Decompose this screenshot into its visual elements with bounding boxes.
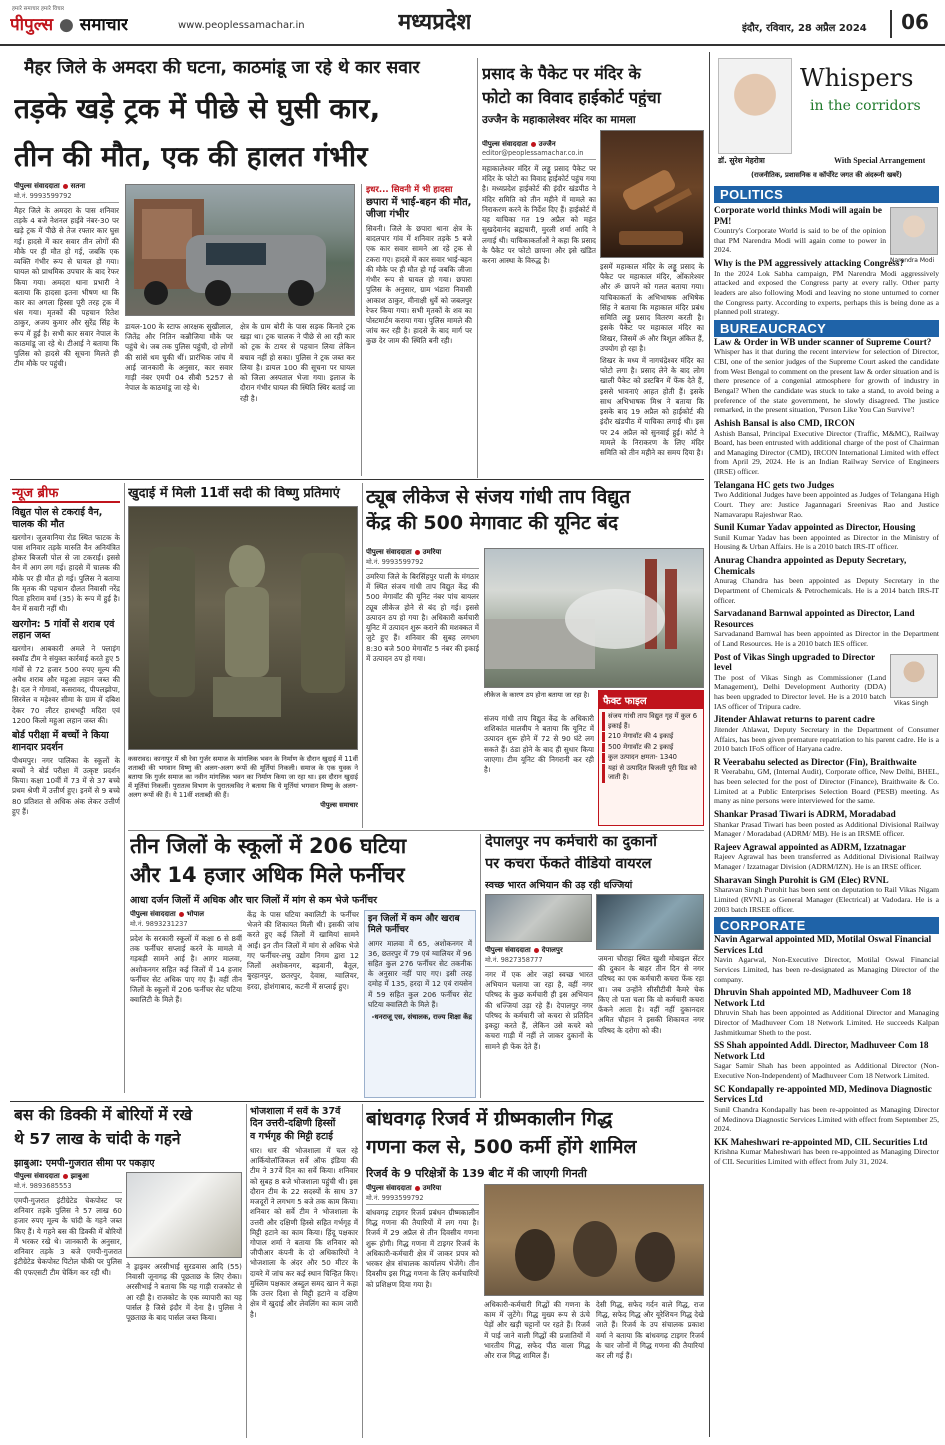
lead-kicker: मैहर जिले के अमदरा की घटना, काठमांडू जा रहे थे कार सवार	[24, 58, 420, 78]
corporate-item: Dhruvin Shah appointed MD, Madhuveer Com 18 Network Ltd Dhruvin Shah has been appointed as Additional Director and Managing Director of Madhuveer Com 18 Network Limited. He succeeds Kalpan Jashmitkumar Sheth to the post.	[714, 987, 939, 1037]
brief-body-3: पीथमपुर। नगर पालिका के स्कूलों के बच्चों ने बोर्ड परीक्षा में उत्कृष्ट प्रदर्शन किया। कक्षा 10वीं में 73 में से 37 बच्चे प्रथम श्रेणी में उत्तीर्ण हुए। इनमें से 9 बच्चे 80 प्रतिशत से अधिक अंक लेकर उत्तीर्ण हुए हैं।	[12, 755, 120, 816]
silver-body-2: ने ड्राइवर अरसीभाई सुरडवास आदि (55) निवासी जूनागढ़ की पूछताछ के लिए रोका। अरसीभाई ने बताया कि यह गाड़ी राजकोट से आ रही है। राजकोट के एक व्यापारी का यह पार्सल है जिसे इंदौर में देना है। पुलिस ने पूछताछ के बाद पार्सल जब्त किया।	[126, 1262, 242, 1323]
fact-item: यहां से उत्पादित बिजली पूरी ग्रिड को जाती है।	[602, 764, 700, 783]
bhoj-headline-3: व गर्भगृह की मिट्टी हटाई	[250, 1130, 333, 1142]
vishnu-caption: कसरावद। कानापुर में श्री रेवा गुर्जर समाज के मांगलिक भवन के निर्माण के दौरान खुदाई में 11वीं शताब्दी की भगवान विष्णु की अलग-अलग रूपों की मूर्तियां निकली। समाज के एक युवक ने बताया कि गुर्जर समाज का नवीन मांगलिक भवन का निर्माण किया जा रहा था। इस दौरान खुदाई में मूर्तियां निकलीं। पुरातत्व विभाग के पुरातत्वविद ने बताया कि ये मूर्तियां भगवान विष्णु के अलग-अलग रूपों की हैं। ये 11वीं शताब्दी की हैं। पीपुल्स समाचार	[128, 755, 358, 810]
vulture-body-2: अधिकारी-कर्मचारी गिद्धों की गणना के काम में जुटेंगे। गिद्ध मुख्य रूप से ऊंचे पेड़ों और खड़ी चट्टानों पर रहते हैं। रिजर्व में पाई जाने वाली गिद्धों की प्रजातियों में भारतीय गिद्ध, सफेद पीठ वाला गिद्ध और राज गिद्ध शामिल हैं।	[484, 1300, 590, 1361]
schools-box-sign: -धनराजू एस, संचालक, राज्य शिक्षा केंद्र	[371, 1013, 472, 1022]
bureaucracy-item: Sharavan Singh Purohit is GM (Elec) RVNL Sharavan Singh Purohit has been sent on deputation to Rail Vikas Nigam Limited (RVNL) as General Manager (Electrical) at Vadodara. He is a 2003 batch IRSEE officer.	[714, 874, 939, 914]
fact-file	[598, 690, 704, 826]
schools-headline-1: तीन जिलों के स्कूलों में 206 घटिया	[130, 834, 407, 858]
whispers-tagline: (राजनीतिक, प्रशासनिक व कॉर्पोरेट जगत की अंदरूनी खबरें)	[750, 171, 903, 179]
schools-mobile: मो.नं. 9893231237	[130, 919, 242, 931]
brief-label: न्यूज ब्रीफ	[12, 483, 120, 503]
vulture-col-2	[484, 1300, 590, 1438]
bureaucracy-item: Sunil Kumar Yadav appointed as Director, Housing Sunil Kumar Yadav has been appointed as Director in the Ministry of Housing & Urban Affairs. He is a 2010 batch IRS-IT officer.	[714, 522, 939, 552]
garbage-headline-1: देपालपुर नप कर्मचारी का दुकानों	[485, 834, 657, 850]
logo-right: समाचार	[79, 15, 128, 35]
schools-box	[364, 910, 476, 1098]
tube-col-2	[484, 714, 594, 826]
whispers-header	[714, 52, 939, 184]
bureaucracy-item: Post of Vikas Singh upgraded to Director level The post of Vikas Singh as Commissioner (Land Management), Delhi Development Authority (DDA) has been upgraded to Director level. He is a 2010 batch IAS officer of Tripura cadre.	[714, 651, 886, 711]
lead-col-1: पीपुल्स संवाददाता सतना मो.नं. 9993599792 मैहर जिले के अमदरा के पास शनिवार तड़के 4 बजे नेशनल हाईवे नंबर-30 पर खड़े ट्रक में पीछे से तेज रफ्तार कार घुस गई। हादसे में कार सवार तीन लोगों की मौके पर ही मौत हो गई, जबकि एक व्यक्ति गंभीर रूप से घायल हो गया। घायल को प्राथमिक उपचार के बाद रेफर किया गया। अमदरा थाना प्रभारी ने बताया कि हादसा इतना भीषण था कि कार का अगला हिस्सा पूरी तरह ट्रक में धंस गया। मृतकों की पहचान रितेश ठाकुर, अजय कुमार और सुरेंद्र सिंह के रूप में हुई है। सभी कार सवार नेपाल के काठमांडू जा रहे थे। टीआई ने बताया कि पुलिस को हादसे की सूचना मिलते ही टीम मौके पर पहुंची।	[14, 182, 119, 369]
bhoj-headline-2: दिन उत्तरी-दक्षिणी हिस्सों	[250, 1118, 336, 1130]
arrangement: With Special Arrangement	[834, 156, 926, 165]
whispers-content	[714, 186, 939, 1436]
lead-body-2: डायल-100 के स्टाफ आरक्षक सुखीलाल, जितेंद्र और नितिन कन्नौजिया मौके पर पहुंचे थे। जब तक पुलिस पहुंची, दो लोगों की सांसें थम चुकी थीं। प्रारंभिक जांच में आई जानकारी के अनुसार, कार सवार गाड़ी नंबर एमपी 04 सीबी 5257 से नेपाल के काठमांडू जा रहे थे।	[125, 322, 233, 393]
vulture-illustration	[485, 1185, 705, 1297]
temple-headline-1: प्रसाद के पैकेट पर मंदिर के	[482, 64, 641, 83]
fact-item: 210 मेगावॉट की 4 इकाई	[602, 732, 700, 742]
lead-mobile: मो.नं. 9993599792	[14, 191, 119, 203]
silver-photo	[126, 1172, 242, 1258]
bureaucracy-item: Law & Order in WB under scanner of Supreme Court? Whisper has it that during the recent interview for selection of Director, CBI, one of the senior judges of the Supreme Court asked the candidate from West Bengal to comment on the present law & order situation and is there presence of a congenial atmosphere for growth of industry in Bengal? When the candidate was stuck to take a stand, to avoid being a preference of the state government, he slowly disagreed. The justice remarked, in the present situation, 'Person Like You Can Survive'!	[714, 336, 939, 415]
fact-file-title: फैक्ट फाइल	[599, 691, 703, 709]
vulture-headline-2: गणना कल से, 500 कर्मी होंगे शामिल	[366, 1136, 637, 1158]
garbage-photo	[485, 894, 592, 942]
page-number: 06	[890, 10, 938, 38]
temple-col-1	[482, 164, 596, 476]
gavel-illustration	[601, 131, 705, 259]
corporate-item: SC Kondapally re-appointed MD, Medinova Diagnostic Services Ltd Sunil Chandra Kondapally has been re-appointed as Managing Director of Medinova Diagnostic Services Limited with effect from September 25, 2024.	[714, 1083, 939, 1134]
lead-body-1: मैहर जिले के अमदरा के पास शनिवार तड़के 4 बजे नेशनल हाईवे नंबर-30 पर खड़े ट्रक में पीछे से तेज रफ्तार कार घुस गई। हादसे में कार सवार तीन लोगों की मौके पर ही मौत हो गई, जबकि एक व्यक्ति गंभीर रूप से घायल हो गया। घायल को प्राथमिक उपचार के बाद रेफर किया गया। अमदरा थाना प्रभारी ने बताया कि हादसा इतना भीषण था कि कार का अगला हिस्सा पूरी तरह ट्रक में धंस गया। मृतकों की पहचान रितेश ठाकुर, अजय कुमार और सुरेंद्र सिंह के रूप में हुई है। सभी कार सवार नेपाल के काठमांडू जा रहे थे। टीआई ने बताया कि पुलिस को हादसे की सूचना मिलते ही टीम मौके पर पहुंची।	[14, 206, 119, 369]
bureaucracy-item: Jitender Ahlawat returns to parent cadre Jitender Ahlawat, Deputy Secretary in the Department of Consumer Affairs, has been given premature repatriation to his parent cadre. He is a 2010 batch IFoS officer of Haryana cadre.	[714, 714, 939, 754]
temple-byline-block: पीपुल्स संवाददाता उज्जैन editor@peoplessamachar.co.in	[482, 140, 596, 163]
bureaucracy-item: Telangana HC gets two Judges Two Additional Judges have been appointed as Judges of Telangana High Court. They are: Justice Jagannagari Sreenivas Rao and Justice Namavarapu Rajeshwar Rao.	[714, 479, 939, 519]
vulture-col-1: पीपुल्स संवाददाता उमरिया मो.नं. 9993599792 बांधवगढ़ टाइगर रिजर्व प्रबंधन ग्रीष्मकालीन गिद्ध गणना की तैयारियों में लग गया है। रिजर्व में 29 अप्रैल से तीन दिवसीय गणना शुरू होगी। गिद्ध गणना में टाइगर रिजर्व के अधिकारी-कर्मचारी क्षेत्र में जाकर प्रपत्र को भरकर क्षेत्र संचालक कार्यालय भेजेंगे। तीन दिवसीय इस गिद्ध गणना के लिए कर्मचारियों को प्रशिक्षण दिया गया है।	[366, 1184, 479, 1289]
vulture-sub: रिजर्व के 9 परिक्षेत्रों के 139 बीट में की जाएगी गिनती	[366, 1167, 587, 1180]
masthead	[0, 0, 945, 46]
silver-col-1: पीपुल्स संवाददाता झाबुआ मो.नं. 9893685553 एमपी-गुजरात इंटीग्रेटेड चेकपोस्ट पर शनिवार तड़के पुलिस ने 57 लाख 60 हजार रुपए मूल्य के चांदी के गहने जब्त किए हैं। ये गहने बस की डिक्की में बोरियों में भरकर रखे थे। जानकारी के अनुसार, शनिवार तड़के 3 बजे एमपी-गुजरात इंटीग्रेटेड चेकपोस्ट पिटोल चौकी पर पुलिस की एफएसटी टीम चेकिंग कर रही थी।	[14, 1172, 122, 1277]
side-kicker: इधर... सिवनी में भी हादसा	[366, 185, 453, 195]
silver-headline-2: थे 57 लाख के चांदी के गहने	[14, 1130, 181, 1148]
politics-item: Corporate world thinks Modi will again be PM! Country's Corporate World is said to be of the opinion that PM Narendra Modi will again come to power in 2024.	[714, 205, 886, 255]
corporate-item: Navin Agarwal appointed MD, Motilal Oswal Financial Services Ltd Navin Agarwal, Non-Executive Director, Motilal Oswal Financial Services Limited, has been re-designated as Managing Director of the company.	[714, 934, 939, 984]
vulture-headline-1: बांधवगढ़ रिजर्व में ग्रीष्मकालीन गिद्ध	[366, 1108, 613, 1130]
temple-email[interactable]: editor@peoplessamachar.co.in	[482, 149, 596, 160]
garbage-col-1: पीपुल्स संवाददाता देपालपुर मो.नं. 9827358777 नगर में एक ओर जहां स्वच्छ भारत अभियान चलाया जा रहा है, वहीं नगर परिषद के कुछ कर्मचारी ही इस अभियान की धज्जियां उड़ा रहे हैं। देपालपुर नगर परिषद के कर्मचारी जो कचरा से प्रतिदिन इकट्ठा करते हैं, लेकिन उसे कचरे को कचरा गाड़ी में नहीं ले जाकर दुकानों के सामने ही फेंक देते हैं।	[485, 946, 593, 1051]
vishnu-tag: पीपुल्स समाचार	[320, 801, 358, 810]
lead-col-2	[125, 322, 233, 478]
column-name-2: in the corridors	[810, 98, 921, 114]
tube-body: उमरिया जिले के बिरसिंहपुर पाली के मंगठार में स्थित संजय गांधी ताप विद्युत केंद्र की 500 मेगावॉट की यूनिट नंबर पांच बायलर ट्यूब लीकेज होने से बंद हो गई। इससे उत्पादन ठप हो गया है। अधिकारी कर्मचारी यूनिट में उत्पादन शुरू कराने की मशक्कत में जुटे हुए हैं। शनिवार की सुबह लगभग 8:30 बजे 500 मेगावॉट 5 नंबर की इकाई में उत्पादन ठप हो गया।	[366, 572, 479, 663]
vulture-col-3	[596, 1300, 704, 1438]
vulture-body-3: देसी गिद्ध, सफेद गर्दन वाले गिद्ध, राज गिद्ध, सफेद गिद्ध और यूरेशियन गिद्ध देखे जाते हैं। रिजर्व के उप संचालक प्रकाश वर्मा ने बताया कि बांधवगढ़ टाइगर रिजर्व के चार जोनों में गिद्ध गणना की तैयारियां कर ली गई हैं।	[596, 1300, 704, 1361]
schools-box-headline: इन जिलों में कम और खराब मिले फर्नीचर	[368, 914, 460, 935]
bureaucracy-item: Rajeev Agrawal appointed as ADRM, Izzatnagar Rajeev Agrawal has been transferred as Additional Divisional Railway Manager / Izzatnagar Division (ADRM/IZN). He is an IRSE officer.	[714, 841, 939, 872]
brief-headline-2: खरगोन: 5 गांवों से शराब एवं लहान जब्त	[12, 618, 115, 642]
schools-col-1: पीपुल्स संवाददाता भोपाल मो.नं. 9893231237 प्रदेश के सरकारी स्कूलों में कक्षा 6 से 8वीं तक फर्नीचर सप्लाई करने के मामले में गड़बड़ी सामने आई है। आगर मालवा, अशोकनगर सहित कई जिलों में 14 हजार फर्नीचर सेट अधिक पाए गए हैं। वहीं तीन जिलों के स्कूलों में 206 फर्नीचर सेट घटिया क्वालिटी के मिले हैं।	[130, 910, 242, 1005]
garbage-sub: स्वच्छ भारत अभियान की उड़ रही धज्जियां	[485, 880, 633, 891]
bureaucracy-header: BUREAUCRACY	[714, 320, 939, 337]
tube-mobile: मो.नं. 9993599792	[366, 557, 479, 569]
temple-body-2: इसमें महाकाल मंदिर के लड्डू प्रसाद के पैकेट पर महाकाल मंदिर, ओंकारेश्वर और ॐ छापने को गलत बताया गया। याचिकाकर्ता के अभिभाषक अभिषेक सिंह ने बताया कि महाकाल मंदिर प्रबंध समिति लड्डू प्रसाद वितरण करती है। इसके पैकेट पर महाकाल मंदिर का शिखर, जिसमें ॐ और त्रिशूल अंकित हैं, उपयोग हो रहा है।	[600, 262, 704, 353]
bureaucracy-item: Anurag Chandra appointed as Deputy Secretary, Chemicals Anurag Chandra has been appointed as Deputy Secretary in the Department of Chemicals & Petrochemicals. He is a 2014 batch IRS-IT officer.	[714, 555, 939, 605]
tube-caption: लीकेज के कारण ठप होना बताया जा रहा है।	[484, 691, 590, 699]
dateline: इंदौर, रविवार, 28 अप्रैल 2024	[742, 23, 867, 34]
schools-body-2: केंद्र के पास घटिया क्वालिटी के फर्नीचर भेजने की शिकायत मिली थी। इसकी जांच करते हुए कई जिलों में खामियां सामने आईं। इन तीन जिलों में मांग से अधिक भेजे गए फर्नीचर-लघु उद्योग निगम द्वारा 12 जिलों अशोकनगर, बड़वानी, बैतूल, बुरहानपुर, छतरपुर, देवास, ग्वालियर, हरदा, होशंगाबाद, कटनी में सप्लाई हुए।	[247, 910, 359, 991]
fact-item: 500 मेगावॉट की 2 इकाई	[602, 743, 700, 753]
tube-headline-2: केंद्र की 500 मेगावाट की यूनिट बंद	[366, 512, 619, 534]
corporate-item: KK Maheshwari re-appointed MD, CIL Securities Ltd Krishna Kumar Maheshwari has been re-appointed as Managing Director of CIL Securities Limited with effect from July 31, 2024.	[714, 1136, 939, 1167]
schools-box-body: आगर मालवा में 65, अशोकनगर में 36, छतरपुर में 79 एवं ग्वालियर में 96 सहित कुल 276 फर्नीचर सेट तकनीक के अनुसार नहीं पाए गए। इसी तरह दमोह में 135, हरदा में 12 एवं रायसेन में 59 सहित कुल 206 फर्नीचर सेट घटिया क्वालिटी के मिले हैं।	[368, 938, 472, 1009]
brief-headline-3: बोर्ड परीक्षा में बच्चों ने किया शानदार प्रदर्शन	[12, 730, 109, 753]
bureaucracy-item: Shankar Prasad Tiwari is ADRM, Moradabad Shankar Prasad Tiwari has been posted as Additional Divisional Railway Manager / Moradabad (ADRM/ MB). He is an IRSME officer.	[714, 808, 939, 839]
website[interactable]: www.peoplessamachar.in	[178, 20, 305, 31]
section-title: मध्यप्रदेश	[398, 10, 472, 35]
logo-left: पीपुल्स	[10, 15, 54, 35]
side-headline: छपारा में भाई-बहन की मौत, जीजा गंभीर	[366, 197, 472, 220]
vikas-caption: Vikas Singh	[894, 699, 929, 707]
temple-body-1: महाकालेश्वर मंदिर में लड्डू प्रसाद पैकेट पर मंदिर के फोटो का विवाद हाईकोर्ट पहुंच गया है। मध्यप्रदेश हाईकोर्ट की इंदौर खंडपीठ ने मंदिर समिति को तीन महीने में मामले का निराकरण करने के निर्देश दिए हैं। हाईकोर्ट में यह याचिका गत 19 अप्रैल को महंत सुखदेवानंद ब्रह्मचारी, मुरली शर्मा आदि ने लगाई थी। याचिकाकर्ताओं ने कहा कि प्रसाद के पैकेट पर फोटो छापना और इसे खंडित करना आस्था के विरुद्ध है।	[482, 164, 596, 265]
brief-headline-1: विद्युत पोल से टकराई वैन, चालक की मौत	[12, 507, 103, 530]
bhoj-headline-1: भोजशाला में सर्वे के 37वें	[250, 1106, 341, 1117]
column-name-1: Whispers	[800, 64, 914, 92]
modi-photo	[890, 207, 938, 255]
vulture-mobile: मो.नं. 9993599792	[366, 1193, 479, 1205]
garbage-col-2	[598, 954, 704, 1098]
lead-headline-2: तीन की मौत, एक की हालत गंभीर	[14, 140, 368, 173]
politics-header: POLITICS	[714, 186, 939, 203]
logo: हमारे समाचार हमारे विचार पीपुल्स ● समाचार	[10, 6, 128, 35]
columnist-name: डॉ. सुरेश मेहरोत्रा	[718, 156, 765, 165]
gavel-photo	[600, 130, 704, 258]
plant-illustration	[485, 549, 705, 689]
columnist-photo	[718, 58, 792, 154]
silver-body-1: एमपी-गुजरात इंटीग्रेटेड चेकपोस्ट पर शनिवार तड़के पुलिस ने 57 लाख 60 हजार रुपए मूल्य के चांदी के गहने जब्त किए हैं। ये गहने बस की डिक्की में बोरियों में भरकर रखे थे। जानकारी के अनुसार, शनिवार तड़के 3 बजे एमपी-गुजरात इंटीग्रेटेड चेकपोस्ट पिटोल चौकी पर पुलिस की एफएसटी टीम चेकिंग कर रही थी।	[14, 1196, 122, 1277]
garbage-headline-2: पर कचरा फेंकते वीडियो वायरल	[485, 856, 652, 872]
tube-body-2: संजय गांधी ताप विद्युत केंद्र के अधिकारी शशिकांत मालवीय ने बताया कि यूनिट में उत्पादन शुरू होने में 72 से 90 घंटे लग सकते हैं। ठंडा होने के बाद ही सुधार किया जाएगा। टीम यूनिट की निगरानी कर रही है।	[484, 714, 594, 775]
brief-body-1: खरगोन। जुलवानिया रोड स्थित फाटक के पास शनिवार तड़के मारुति वैन अनियंत्रित होकर बिजली पोल से जा टकराई। इससे वैन में आग लग गई। हादसे में चालक की मौके पर ही मौत हो गई। पुलिस ने बताया कि मृतक की पहचान दौलत निवासी नरेंद्र पिता हरिराम वर्मा (35) के रूप में हुई है। वैन में सवारी नहीं थी।	[12, 532, 120, 614]
schools-col-2	[247, 910, 359, 1098]
silver-headline-1: बस की डिक्की में बोरियों में रखे	[14, 1106, 193, 1124]
politics-item: Why is the PM aggressively attacking Congress? In the 2024 Lok Sabha campaign, PM Narendra Modi aggressively attacked and exposed the Congress party at every rally. Other party leaders are also following Modi and leaving no stone unturned to corner the Congress party. According to experts, perhaps this is being done as a planned poll strategy.	[714, 258, 939, 317]
temple-headline-2: फोटो का विवाद हाईकोर्ट पहुंचा	[482, 88, 661, 107]
side-body: सिवनी। जिले के छपारा थाना क्षेत्र के बादलपार गांव में शनिवार तड़के 5 बजे एक कार सवार सामने आ रहे ट्रक से टकरा गए। हादसे में कार सवार भाई-बहन की मौके पर ही मौत हो गई जबकि जीजा गंभीर रूप से घायल हो गया। छपारा पुलिस के अनुसार, ग्राम भंडारा निवासी आकाश ठाकुर, मीनाक्षी धुर्वे को जबलपुर रेफर किया गया। सभी मृतकों के शव का पोस्टमार्टम कराया गया। पुलिस मामले की जांच कर रही है। हादसे के बाद मार्ग पर कुछ देर जाम की स्थिति बनी रही।	[366, 224, 472, 346]
corporate-header: CORPORATE	[714, 917, 939, 934]
temple-col-2	[600, 262, 704, 477]
fact-item: संजय गांधी ताप विद्युत गृह में कुल 6 इकाई हैं।	[602, 712, 700, 731]
schools-body-1: प्रदेश के सरकारी स्कूलों में कक्षा 6 से 8वीं तक फर्नीचर सप्लाई करने के मामले में गड़बड़ी सामने आई है। आगर मालवा, अशोकनगर सहित कई जिलों में 14 हजार फर्नीचर सेट अधिक पाए गए हैं। वहीं तीन जिलों के स्कूलों में 206 फर्नीचर सेट घटिया क्वालिटी के मिले हैं।	[130, 934, 242, 1005]
tube-headline-1: ट्यूब लीकेज से संजय गांधी ताप विद्युत	[366, 486, 631, 508]
vulture-body-1: बांधवगढ़ टाइगर रिजर्व प्रबंधन ग्रीष्मकालीन गिद्ध गणना की तैयारियों में लग गया है। रिजर्व में 29 अप्रैल से तीन दिवसीय गणना शुरू होगी। गिद्ध गणना में टाइगर रिजर्व के अधिकारी-कर्मचारी क्षेत्र में जाकर प्रपत्र को भरकर क्षेत्र संचालक कार्यालय भेजेंगे। तीन दिवसीय इस गिद्ध गणना के लिए कर्मचारियों को प्रशिक्षण दिया गया है।	[366, 1208, 479, 1289]
news-brief	[12, 483, 120, 1095]
silver-sub: झाबुआ: एमपी-गुजरात सीमा पर पकड़ाए	[14, 1158, 155, 1169]
power-plant-photo	[484, 548, 704, 688]
vishnu-headline: खुदाई में मिली 11वीं सदी की विष्णु प्रतिमाएं	[128, 486, 340, 501]
idol-illustration	[129, 507, 359, 751]
lead-col-3	[240, 322, 355, 478]
garbage-body-1: नगर में एक ओर जहां स्वच्छ भारत अभियान चलाया जा रहा है, वहीं नगर परिषद के कुछ कर्मचारी ही इस अभियान की धज्जियां उड़ा रहे हैं। देपालपुर नगर परिषद के कर्मचारी जो कचरा से प्रतिदिन इकट्ठा करते हैं, लेकिन उसे कचरे को कचरा गाड़ी में नहीं ले जाकर दुकानों के सामने ही फेंक देते हैं।	[485, 970, 593, 1051]
tagline: हमारे समाचार हमारे विचार	[12, 6, 65, 12]
tube-col-1: पीपुल्स संवाददाता उमरिया मो.नं. 9993599792 उमरिया जिले के बिरसिंहपुर पाली के मंगठार में स्थित संजय गांधी ताप विद्युत केंद्र की 500 मेगावॉट की यूनिट नंबर पांच बायलर ट्यूब लीकेज होने से बंद हो गई। इससे उत्पादन ठप हो गया है। अधिकारी कर्मचारी यूनिट में उत्पादन शुरू कराने की मशक्कत में जुटे हुए हैं। शनिवार की सुबह लगभग 8:30 बजे 500 मेगावॉट 5 नंबर की इकाई में उत्पादन ठप हो गया।	[366, 548, 479, 663]
garbage-body-2: जमना चौराहा स्थित खुशी मोबाइल सेंटर की दुकान के बाहर तीन दिन से नगर परिषद का एक कर्मचारी कचरा फेंक रहा था। जब उन्होंने सीसीटीवी कैमरे चेक किए तो पता चला कि वो कर्मचारी कचरा फेंकने आता है। वहीं नहीं दुकानदार अमित चौहान ने इसकी शिकायत नगर परिषद के दरोगा को की।	[598, 954, 704, 1035]
temple-sub: उज्जैन के महाकालेश्वर मंदिर का मामला	[482, 114, 636, 126]
accident-photo	[125, 184, 355, 316]
lead-headline-1: तड़के खड़े ट्रक में पीछे से घुसी कार,	[14, 92, 381, 125]
vulture-photo	[484, 1184, 704, 1296]
bureaucracy-item: Ashish Bansal is also CMD, IRCON Ashish Bansal, Principal Executive Director (Traffic, M&MC), Railway Board, has been entrusted with additional charge of the post of Chairman and Managing Director (CMD), IRCON International Limited with effect from April 29, 2024. He is an Indian Railway Service of Engineers (IRSE) officer.	[714, 417, 939, 477]
fact-item: कुल उत्पादन क्षमता- 1340	[602, 753, 700, 763]
side-story	[366, 184, 472, 477]
vishnu-photo	[128, 506, 358, 750]
bureaucracy-item: R Veerabahu selected as Director (Fin), Braithwaite R Veerabahu, GM, (Internal Audit), Corporate office, New Delhi, BHEL, has been selected for the post of Director (Finance), Braithwaite & Co. Limited at a Public Enterprises Selection Board (PESB) meeting. As many as nine persons were interviewed for the same.	[714, 756, 939, 806]
bhoj-story	[250, 1106, 358, 1438]
silver-col-2	[126, 1262, 242, 1438]
bhoj-body: धार। धार की भोजशाला में चल रहे आर्कियोलॉजिकल सर्वे ऑफ इंडिया की टीम ने 37वें दिन का सर्वे किया। शनिवार को सुबह 8 बजे भोजशाला पहुंची थी। इस दौरान टीम के 22 सदस्यों के साथ 37 मजदूरों ने लगभग 5 बजे तक काम किया। शनिवार को सर्वे टीम ने भोजशाला के उत्तरी और दक्षिणी हिस्से सहित गर्भगृह में मिट्टी हटाने का काम किया। हिंदू पक्षकार गोपाल शर्मा ने बताया कि शनिवार को जीपीआर कंपनी के दो अधिकारियों ने भोजशाला के अंदर और 50 मीटर के दायरे में जांच कर कई स्थान चिन्हित किए। मुस्लिम पक्षकार अब्दुल समद खान ने कहा कि उत्तर दिशा से मिट्टी हटाने व दक्षिण क्षेत्र में खुदाई और लेवलिंग का काम जारी है।	[250, 1146, 358, 1319]
garbage-mobile: मो.नं. 9827358777	[485, 955, 593, 967]
temple-body-3: शिखर के मध्य में नागचंद्रेश्वर मंदिर का फोटो लगा है। प्रसाद लेने के बाद लोग खाली पैकेट को डस्टबिन में फेंक देते हैं, इससे भावनाएं आहत होती हैं। इसके साथ अभिभाषक मिश्र ने बताया कि इसके बाद 19 अप्रैल को हाईकोर्ट की इंदौर खंडपीठ में याचिका लगाई थी। इस पर 24 अप्रैल को सुनवाई हुई। कोर्ट ने मामले के निराकरण के लिए मंदिर समिति को तीन महीने का समय दिया है।	[600, 355, 704, 457]
bureaucracy-item: Sarvadanand Barnwal appointed as Director, Land Resources Sarvadanand Barnwal has been appointed as Director in the Department of Land Resources. He is a 2010 batch IES officer.	[714, 608, 939, 648]
car-truck-illustration	[126, 185, 356, 317]
brief-body-2: खरगोन। आबकारी अमले ने फ्लाइंग स्क्वॉड टीम ने संयुक्त कार्रवाई करते हुए 5 गांवों से 72 हजार 500 रुपए मूल्य की अवैध शराब और महुआ लहान जब्त की है। दल ने गोगावां, कसरावद, पीपलझोपा, सिरवेल व महेश्वर सीमा के ग्राम में दबिश देकर 70 लीटर हाथभट्टी मदिरा एवं 1200 किलो महुआ लहान जब्त की।	[12, 644, 120, 725]
cctv-photo	[596, 894, 704, 950]
modi-caption: Narendra Modi	[890, 257, 935, 264]
vikas-photo	[890, 654, 938, 698]
lead-body-3: क्षेत्र के ग्राम बोरी के पास सड़क किनारे ट्रक खड़ा था। ट्रक चालक ने पीछे से आ रही कार को ट्रक के टायर से पहचान लिया लेकिन बचाव नहीं हो सका। पुलिस ने ट्रक जब्त कर लिया है। डायल 100 की सूचना पर घायल को जिला अस्पताल भेजा गया। इलाज के दौरान गंभीर घायल की स्थिति स्थिर बताई जा रही है।	[240, 322, 355, 403]
schools-headline-2: और 14 हजार अधिक मिले फर्नीचर	[130, 863, 405, 887]
corporate-item: SS Shah appointed Addl. Director, Madhuveer Com 18 Network Ltd Sagar Samir Shah has been appointed as Additional Director (Non-Executive Non-Independent) of Madhuveer Com 18 Network Limited.	[714, 1040, 939, 1081]
schools-sub: आधा दर्जन जिलों में अधिक और चार जिलों में मांग से कम भेजे फर्नीचर	[130, 895, 377, 906]
silver-mobile: मो.नं. 9893685553	[14, 1181, 122, 1193]
